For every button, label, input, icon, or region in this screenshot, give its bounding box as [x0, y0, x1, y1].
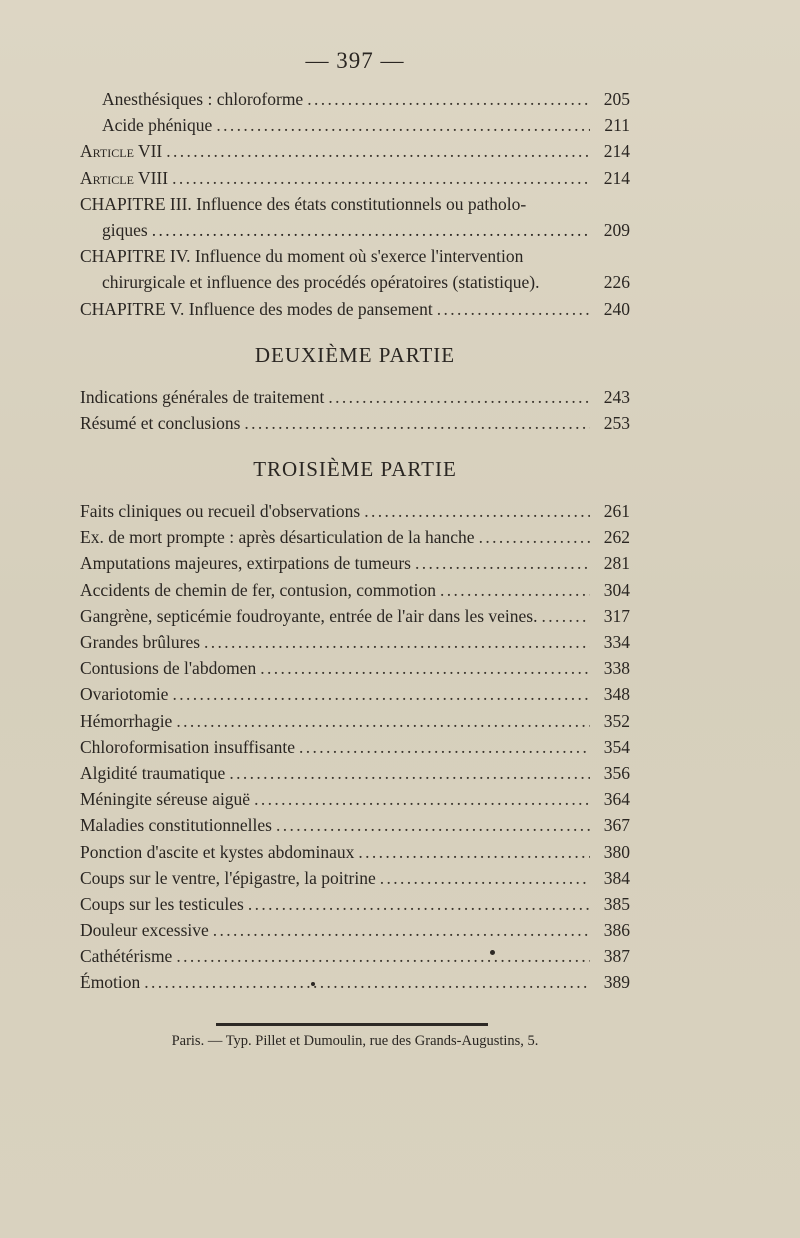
toc-entry — [80, 969, 630, 995]
toc-entry-page: 226 — [603, 272, 630, 293]
toc-entry — [80, 410, 630, 436]
leader-dots — [172, 681, 590, 707]
page-number: — 397 — — [305, 48, 405, 73]
toc-entry-page: 240 — [603, 298, 630, 319]
toc-entry-page: 389 — [603, 972, 630, 993]
toc-entry-page: 352 — [603, 710, 630, 731]
toc-entry-label: Acide phénique — [102, 115, 213, 136]
toc-entry — [80, 812, 630, 838]
toc-entry-page: 385 — [603, 893, 630, 914]
leader-dots — [144, 969, 590, 995]
toc-entry-label: Faits cliniques ou recueil d'observations — [80, 501, 361, 522]
toc-entry-page: 367 — [603, 815, 630, 836]
toc-entry — [80, 524, 630, 550]
toc-entry-page: 356 — [603, 762, 630, 783]
printer-imprint: Paris. — Typ. Pillet et Dumoulin, rue des Grands-Augustins, 5. — [171, 1033, 539, 1049]
part-3-entries — [80, 498, 630, 996]
toc-entry — [80, 384, 630, 410]
toc-entry-label: Hémorrhagie — [80, 710, 173, 731]
toc-entry — [80, 943, 630, 969]
toc-entry-label: Anesthésiques : chloroforme — [102, 89, 304, 109]
toc-entry-page: 334 — [603, 632, 630, 653]
chapter-4-line-2 — [80, 269, 630, 295]
toc-entry-label: Cathétérisme — [80, 946, 173, 967]
toc-entry — [80, 681, 630, 707]
toc-entry — [80, 891, 630, 917]
toc-entry — [80, 786, 630, 812]
leader-dots — [479, 524, 590, 550]
toc-entry-label: Émotion — [80, 972, 141, 993]
toc-chapter-5 — [80, 296, 630, 322]
leader-dots — [204, 629, 590, 655]
toc-entry-page: 384 — [603, 867, 630, 888]
toc-entry-page: 262 — [603, 527, 630, 548]
leader-dots — [380, 865, 590, 891]
leader-dots — [364, 498, 590, 524]
toc-entry-page: 211 — [604, 115, 630, 136]
toc-entry-page: 205 — [603, 89, 630, 109]
toc-entry — [80, 550, 630, 576]
chapter-4-line-1: CHAPITRE IV. Influence du moment où s'exerce l'intervention — [80, 246, 524, 267]
leader-dots — [166, 138, 590, 164]
chapter-3-line-2 — [80, 217, 630, 243]
chapter-4-continuation: chirurgicale et influence des procédés opératoires (statistique). — [102, 272, 540, 293]
ink-speck — [490, 950, 495, 955]
toc-entry-label: Résumé et conclusions — [80, 412, 241, 433]
leader-dots — [440, 577, 590, 603]
toc-entry — [80, 112, 630, 138]
toc-entry-page: 386 — [603, 920, 630, 941]
toc-entry-label: Coups sur le ventre, l'épigastre, la poitrine — [80, 867, 376, 888]
leader-dots — [176, 943, 590, 969]
footer-rule — [216, 1023, 488, 1026]
toc-chapter-4 — [80, 243, 630, 295]
table-of-contents — [80, 86, 630, 996]
chapter-3-continuation: giques — [102, 219, 148, 240]
leader-dots — [216, 112, 590, 138]
toc-entry — [80, 86, 630, 112]
leader-dots — [176, 708, 590, 734]
chapter-3-line-1: CHAPITRE III. Influence des états constitutionnels ou patholo- — [80, 193, 527, 214]
leader-dots — [358, 839, 590, 865]
leader-dots — [254, 786, 590, 812]
toc-entry-page: 380 — [603, 841, 630, 862]
toc-entry-page: 304 — [603, 579, 630, 600]
toc-entry-label: Amputations majeures, extirpations de tumeurs — [80, 553, 411, 574]
toc-entry-page: 364 — [603, 789, 630, 810]
toc-entry-page: 253 — [603, 412, 630, 433]
toc-entry-label: Article VIII — [80, 167, 169, 188]
leader-dots — [437, 296, 590, 322]
toc-entry-label: Accidents de chemin de fer, contusion, commotion — [80, 579, 437, 600]
toc-entry-label: Gangrène, septicémie foudroyante, entrée de l'air dans les veines. — [80, 605, 538, 626]
toc-entry-label: Ovariotomie — [80, 684, 169, 705]
toc-entry — [80, 655, 630, 681]
section-title-part-3: TROISIÈME PARTIE — [253, 457, 457, 482]
toc-chapter-3 — [80, 191, 630, 243]
toc-entry-page: 243 — [603, 386, 630, 407]
toc-entry — [80, 629, 630, 655]
toc-entry-label: Ponction d'ascite et kystes abdominaux — [80, 841, 355, 862]
toc-entry-page: 281 — [603, 553, 630, 574]
toc-entry-label: Ex. de mort prompte : après désarticulation de la hanche — [80, 527, 475, 548]
toc-entry — [80, 138, 630, 164]
toc-entry-label: Contusions de l'abdomen — [80, 658, 257, 679]
section-title-part-2: DEUXIÈME PARTIE — [254, 342, 456, 367]
toc-entry-label: Chloroformisation insuffisante — [80, 736, 295, 757]
toc-entry — [80, 708, 630, 734]
toc-entry-label: Article VII — [80, 141, 163, 162]
toc-entry — [80, 165, 630, 191]
toc-entry-label: Douleur excessive — [80, 920, 209, 941]
toc-entry-page: 209 — [603, 219, 630, 240]
leader-dots — [229, 760, 590, 786]
toc-entry — [80, 760, 630, 786]
toc-entry-label: Maladies constitutionnelles — [80, 815, 272, 836]
toc-entry-page: 387 — [603, 946, 630, 967]
toc-entry — [80, 577, 630, 603]
leader-dots — [415, 550, 590, 576]
leader-dots — [541, 603, 590, 629]
toc-entry — [80, 734, 630, 760]
toc-entry — [80, 917, 630, 943]
toc-entry — [80, 839, 630, 865]
leader-dots — [260, 655, 590, 681]
toc-entry-label: Algidité traumatique — [80, 762, 226, 783]
toc-entry — [80, 603, 630, 629]
leader-dots — [244, 410, 590, 436]
leader-dots — [248, 891, 590, 917]
toc-entry-page: 214 — [603, 141, 630, 162]
toc-entry-label: Grandes brûlures — [80, 632, 201, 653]
leader-dots — [213, 917, 590, 943]
toc-entry-page: 338 — [603, 658, 630, 679]
toc-entry-page: 317 — [603, 605, 630, 626]
toc-entry-label: Méningite séreuse aiguë — [80, 789, 251, 810]
toc-entry-page: 348 — [603, 684, 630, 705]
toc-entry-page: 354 — [603, 736, 630, 757]
ink-speck — [311, 982, 315, 986]
toc-entry-page: 214 — [603, 167, 630, 188]
toc-entry-label: Coups sur les testicules — [80, 893, 244, 914]
toc-entry — [80, 865, 630, 891]
leader-dots — [276, 812, 590, 838]
leader-dots — [152, 217, 590, 243]
leader-dots — [299, 734, 590, 760]
toc-entry-label: Indications générales de traitement — [80, 386, 325, 407]
toc-entry-label: CHAPITRE V. Influence des modes de pansement — [80, 298, 433, 319]
leader-dots — [328, 384, 590, 410]
leader-dots — [172, 165, 590, 191]
leader-dots — [307, 86, 590, 112]
toc-entry-page: 261 — [603, 501, 630, 522]
toc-entry — [80, 498, 630, 524]
